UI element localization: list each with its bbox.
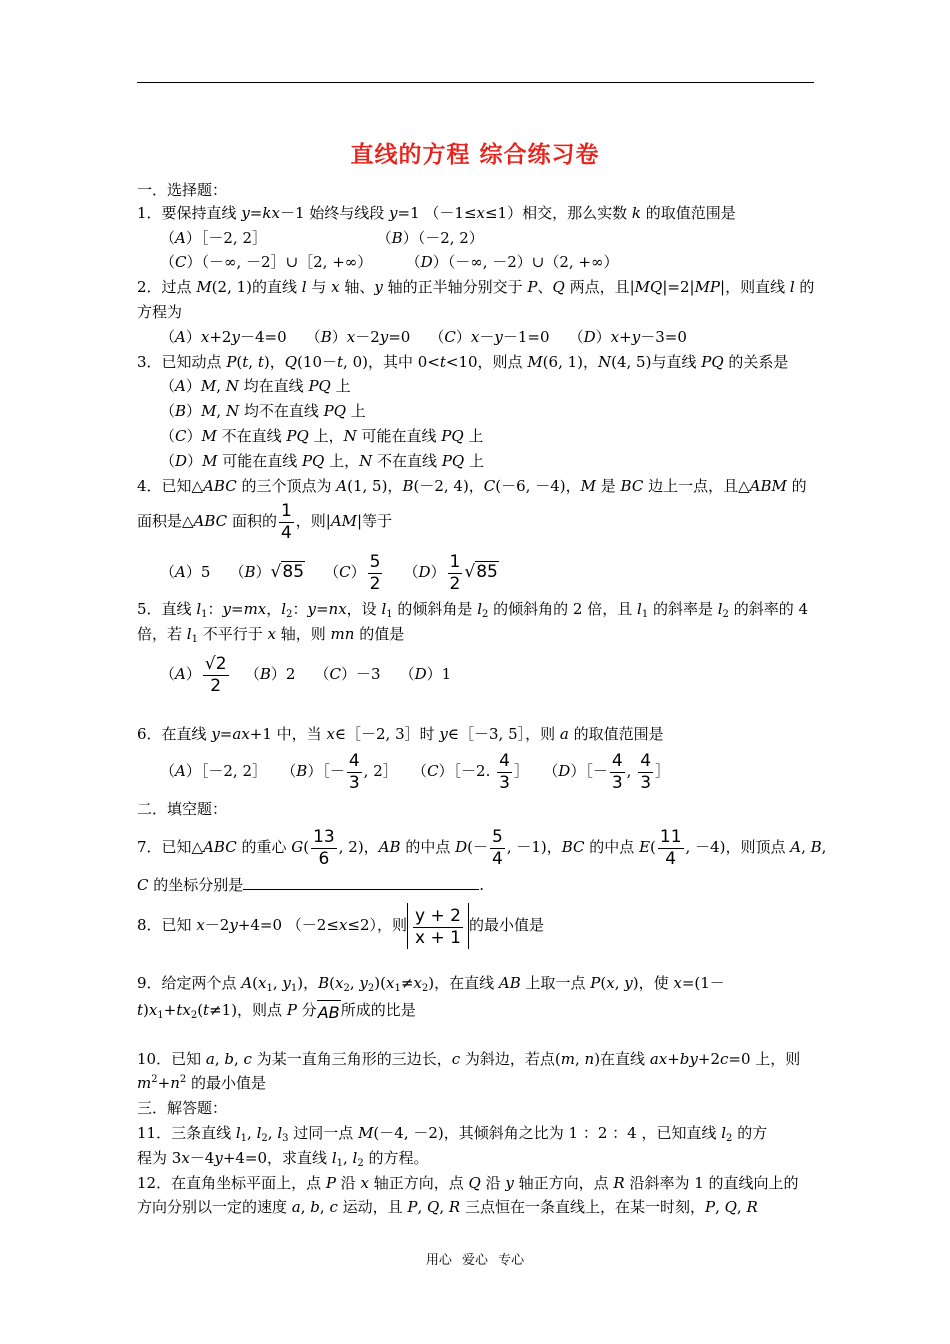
q5-fraction-a: $\frac{√2}{2}$ bbox=[204, 653, 227, 696]
q12-stem-1: 12．在直角坐标平面上，点 P 沿 x 轴正方向，点 Q 沿 y 轴正方向，点 R 沿斜率为 1 的直线向上的 bbox=[137, 1174, 799, 1192]
q4-options: （A）5 （B）√85 （C） $\frac{5}{2}$ （D） $\frac{1}{2}$ √85 bbox=[160, 551, 498, 594]
q6-stem: 6．在直线 y=ax+1 中，当 x∈［－2, 3］时 y∈［－3, 5］，则 a 的取值范围是 bbox=[137, 725, 664, 743]
q5-stem-2: 倍，若 $l_1$ 不平行于 x 轴，则 mn 的值是 bbox=[137, 625, 405, 645]
q1-options-1: （A）［－2, 2］ （B）（－2, 2） bbox=[160, 229, 484, 247]
q1-options-2: （C）（－∞, －2］∪［2, +∞） （D）（－∞, －2）∪（2, +∞） bbox=[160, 253, 619, 271]
q7-answer-blank[interactable] bbox=[243, 874, 479, 890]
q2-stem-1: 2．过点 M(2, 1)的直线 l 与 x 轴、y 轴的正半轴分别交于 P、Q 两点，且|MQ|=2|MP|，则直线 l 的 bbox=[137, 278, 815, 296]
page-footer: 用心 爱心 专心 bbox=[425, 1253, 525, 1268]
q9-vector: AB bbox=[317, 1000, 341, 1022]
q10-stem-2: $m^2+n^2$ 的最小值是 bbox=[137, 1074, 267, 1092]
q2-options: （A）x+2y－4=0 （B）x－2y=0 （C）x－y－1=0 （D）x+y－3=0 bbox=[160, 328, 687, 346]
q4-stem-2: 面积是△ABC 面积的 $\frac{1}{4}$ ，则|AM|等于 bbox=[137, 500, 393, 543]
q6-fraction-c: $\frac{4}{3}$ bbox=[499, 750, 510, 793]
q6-fraction-d2: $\frac{4}{3}$ bbox=[640, 750, 652, 793]
q9-stem-1: 9．给定两个点 $A(x_1$, $y_1$)，$B(x_2$, $y_2)(x_1\ne x_2)$，在直线 AB 上取一点 P(x, y)，使 x=(1－ bbox=[137, 974, 725, 994]
q6-fraction-b: $\frac{4}{3}$ bbox=[348, 750, 360, 793]
section-fill: 二．填空题： bbox=[137, 800, 228, 818]
q7-fraction-d: $\frac{5}{4}$ bbox=[491, 826, 503, 869]
q8-stem: 8．已知 x－2y+4=0 （－2≤x≤2），则 $\frac{y + 2}{x + 1}$ 的最小值是 bbox=[137, 902, 817, 949]
section-solve: 三．解答题： bbox=[137, 1099, 228, 1117]
q3-option-c: （C）M 不在直线 PQ 上，N 可能在直线 PQ 上 bbox=[160, 427, 484, 445]
q3-option-a: （A）M, N 均在直线 PQ 上 bbox=[160, 377, 351, 395]
q8-abs bbox=[407, 903, 469, 949]
q2-stem-2: 方程为 bbox=[137, 303, 183, 321]
q4-fraction-d: $\frac{1}{2}$ bbox=[449, 551, 461, 594]
q4-fraction-c: $\frac{5}{2}$ bbox=[369, 551, 381, 594]
q3-option-b: （B）M, N 均不在直线 PQ 上 bbox=[160, 402, 366, 420]
q3-stem: 3．已知动点 P(t, t)，Q(10－t, 0)，其中 0<t<10，则点 M(6, 1)，N(4, 5)与直线 PQ 的关系是 bbox=[137, 353, 789, 371]
q1-stem: 1．要保持直线 y=kx－1 始终与线段 y=1 （－1≤x≤1）相交，那么实数 k 的取值范围是 bbox=[137, 204, 736, 222]
q7-stem-2: C 的坐标分别是 . bbox=[137, 876, 485, 894]
q3-option-d: （D）M 可能在直线 PQ 上，N 不在直线 PQ 上 bbox=[160, 452, 484, 470]
header-rule bbox=[137, 82, 814, 83]
q6-options: （A）［－2, 2］ （B）［－ $\frac{4}{3}$ , 2］ （C）［－2. $\frac{4}{3}$ ］ （D）［－ $\frac{4}{3}$ , $\frac{4}{3}$ ］ bbox=[160, 750, 671, 793]
q10-stem-1: 10．已知 a, b, c 为某一直角三角形的三边长，c 为斜边，若点(m, n)在直线 ax+by+2c=0 上，则 bbox=[137, 1050, 801, 1068]
q4-fraction: $\frac{1}{4}$ bbox=[280, 500, 292, 543]
q7-stem-1: 7．已知△ABC 的重心 G( $\frac{13}{6}$ , 2)，AB 的中点 D(－ $\frac{5}{4}$ , －1)，BC 的中点 E( $\frac{11}{4}$ , －4)，则顶点 A, B, bbox=[137, 826, 827, 869]
q4-stem-1: 4．已知△ABC 的三个顶点为 A(1, 5)，B(－2, 4)，C(－6, －4)，M 是 BC 边上一点，且△ABM 的 bbox=[137, 477, 807, 495]
q4-sqrt-d: √85 bbox=[464, 562, 498, 582]
q8-fraction: $\frac{y + 2}{x + 1}$ bbox=[415, 905, 461, 948]
section-choice: 一．选择题： bbox=[137, 181, 228, 199]
q12-stem-2: 方向分别以一定的速度 a, b, c 运动，且 P, Q, R 三点恒在一条直线上，在某一时刻，P, Q, R bbox=[137, 1198, 758, 1216]
q9-stem-2: $t)x_1+tx_2(t\ne 1)$，则点 P 分 AB 所成的比是 bbox=[137, 1001, 416, 1022]
q7-fraction-e: $\frac{11}{4}$ bbox=[659, 826, 682, 869]
q11-stem-2: 程为 3x－4y+4=0，求直线 $l_1$, $l_2$ 的方程。 bbox=[137, 1149, 429, 1169]
q5-stem-1: 5．直线 $l_1$：y=mx，$l_2$：y=nx，设 $l_1$ 的倾斜角是 $l_2$ 的倾斜角的 2 倍，且 $l_1$ 的斜率是 $l_2$ 的斜率的 4 bbox=[137, 600, 809, 620]
q5-options: （A） $\frac{√2}{2}$ （B）2 （C）－3 （D）1 bbox=[160, 653, 452, 696]
page-title: 直线的方程 综合练习卷 bbox=[350, 142, 600, 168]
q7-fraction-g: $\frac{13}{6}$ bbox=[313, 826, 335, 869]
q11-stem-1: 11．三条直线 $l_1$, $l_2$, $l_3$ 过同一点 M(－4, －2)，其倾斜角之比为 1 ：2 ：4 ，已知直线 $l_2$ 的方 bbox=[137, 1124, 768, 1144]
q6-fraction-d1: $\frac{4}{3}$ bbox=[611, 750, 623, 793]
q4-sqrt-b: √85 bbox=[270, 562, 305, 582]
